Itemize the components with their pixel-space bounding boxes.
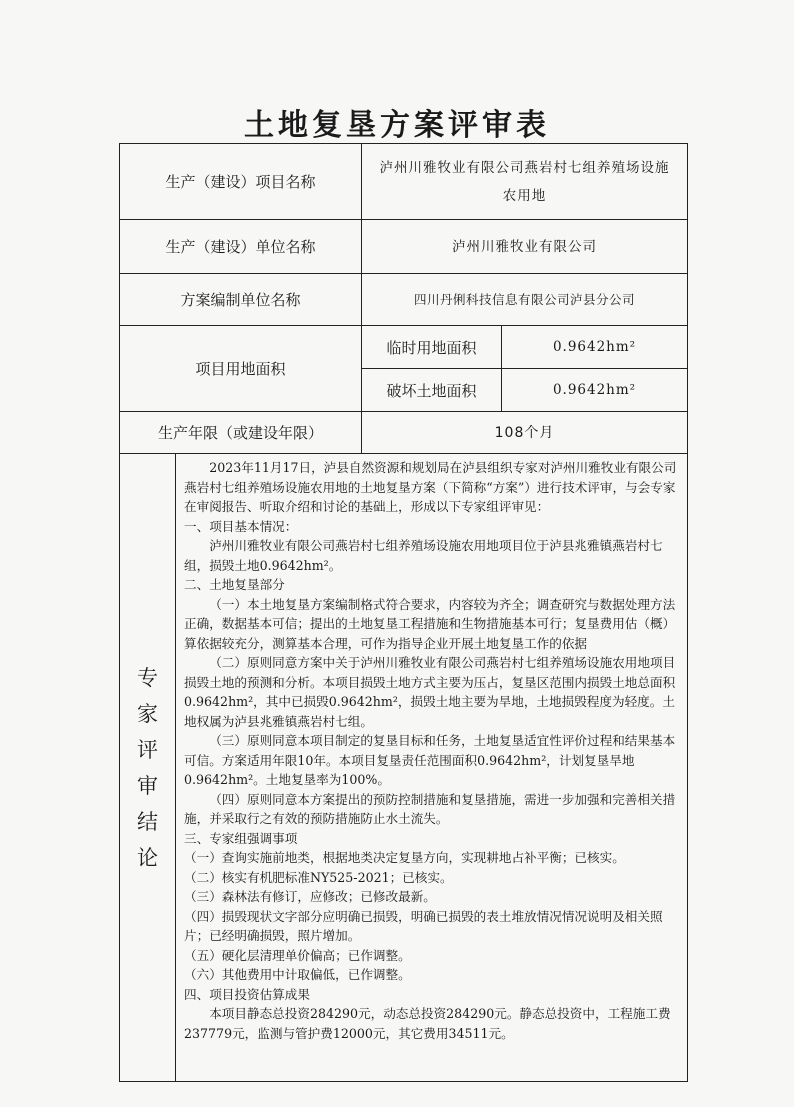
unit-name-value: 泸州川雅牧业有限公司 [362, 220, 688, 274]
conclusion-content [176, 454, 688, 1082]
damaged-area-value: 0.9642hm² [502, 369, 688, 412]
list-item: （四）损毁现状文字部分应明确已损毁，明确已损毁的表土堆放情况情况说明及相关照片；已经明确损毁，照片增加。 [184, 908, 663, 943]
section-heading: 二、土地复垦部分 [184, 577, 285, 592]
land-area-label: 项目用地面积 [120, 326, 362, 412]
list-item: （一）查询实施前地类，根据地类决定复垦方向，实现耕地占补平衡；已核实。 [184, 850, 625, 865]
conclusion-paragraph: 2023年11月17日，泸县自然资源和规划局在泸县组织专家对泸州川雅牧业有限公司燕岩村七组养殖场设施农用地的土地复垦方案（下简称“方案”）进行技术评审，与会专家在审阅报告、听取介绍和讨论的基础上，形成以下专家组评审见： [184, 460, 677, 514]
conclusion-label-char: 审 [137, 773, 158, 798]
review-table [119, 143, 688, 1082]
conclusion-paragraph: （四）原则同意本方案提出的预防控制措施和复垦措施，需进一步加强和完善相关措施，并采取行之有效的预防措施防止水土流失。 [184, 791, 676, 826]
section-heading: 一、项目基本情况： [184, 518, 298, 534]
temp-area-value: 0.9642hm² [502, 326, 688, 369]
conclusion-label-char: 论 [137, 845, 158, 870]
compiler-value: 四川丹俐科技信息有限公司泸县分公司 [362, 274, 688, 326]
conclusion-paragraph: （二）原则同意方案中关于泸州川雅牧业有限公司燕岩村七组养殖场设施农用地项目损毁土地的预测和分析。本项目损毁土地方式主要为压占，复垦区范围内损毁土地总面积0.9642hm²，其中已损毁0.9642hm²，损毁土地主要为旱地，土地损毁程度为轻度。土地权属为泸县兆雅镇燕岩村七组。 [184, 655, 676, 729]
conclusion-label-char: 家 [137, 701, 158, 726]
conclusion-label-char: 结 [137, 809, 158, 834]
conclusion-paragraph: （三）原则同意本项目制定的复垦目标和任务，土地复垦适宜性评价过程和结果基本可信。方案适用年限10年。本项目复垦责任范围面积0.9642hm²，计划复垦旱地0.9642hm²。土地复垦率为100%。 [184, 733, 676, 787]
section-heading: 四、项目投资估算成果 [184, 986, 310, 1002]
list-item: （五）硬化层清理单价偏高；已作调整。 [184, 947, 411, 963]
conclusion-label [120, 454, 176, 1082]
section-heading: 三、专家组强调事项 [184, 830, 298, 846]
conclusion-paragraph: 泸州川雅牧业有限公司燕岩村七组养殖场设施农用地项目位于泸县兆雅镇燕岩村七组，损毁土地0.9642hm²。 [184, 538, 663, 573]
period-label: 生产年限（或建设年限） [120, 412, 362, 454]
conclusion-label-char: 评 [137, 737, 158, 762]
conclusion-paragraph: （一）本土地复垦方案编制格式符合要求，内容较为齐全；调查研究与数据处理方法正确，数据基本可信；提出的土地复垦工程措施和生物措施基本可行；复垦费用估（概）算依据较充分，测算基本合理，可作为指导企业开展土地复垦工作的依据 [184, 596, 676, 651]
project-name-value: 泸州川雅牧业有限公司燕岩村七组养殖场设施农用地 [362, 144, 688, 220]
conclusion-label-char: 专 [137, 665, 158, 690]
document-title: 土地复垦方案评审表 [244, 108, 550, 143]
list-item: （三）森林法有修订，应修改；已修改最新。 [184, 889, 436, 904]
conclusion-paragraph: 本项目静态总投资284290元，动态总投资284290元。静态总投资中，工程施工费237779元，监测与管护费12000元，其它费用34511元。 [184, 1006, 671, 1041]
project-name-label: 生产（建设）项目名称 [120, 144, 362, 220]
list-item: （六）其他费用中计取偏低，已作调整。 [184, 967, 411, 982]
unit-name-label: 生产（建设）单位名称 [120, 220, 362, 274]
temp-area-label: 临时用地面积 [362, 326, 502, 369]
period-value: 108个月 [362, 412, 688, 454]
list-item: （二）核实有机肥标准NY525-2021；已核实。 [184, 869, 453, 885]
damaged-area-label: 破坏土地面积 [362, 369, 502, 412]
compiler-label: 方案编制单位名称 [120, 274, 362, 326]
